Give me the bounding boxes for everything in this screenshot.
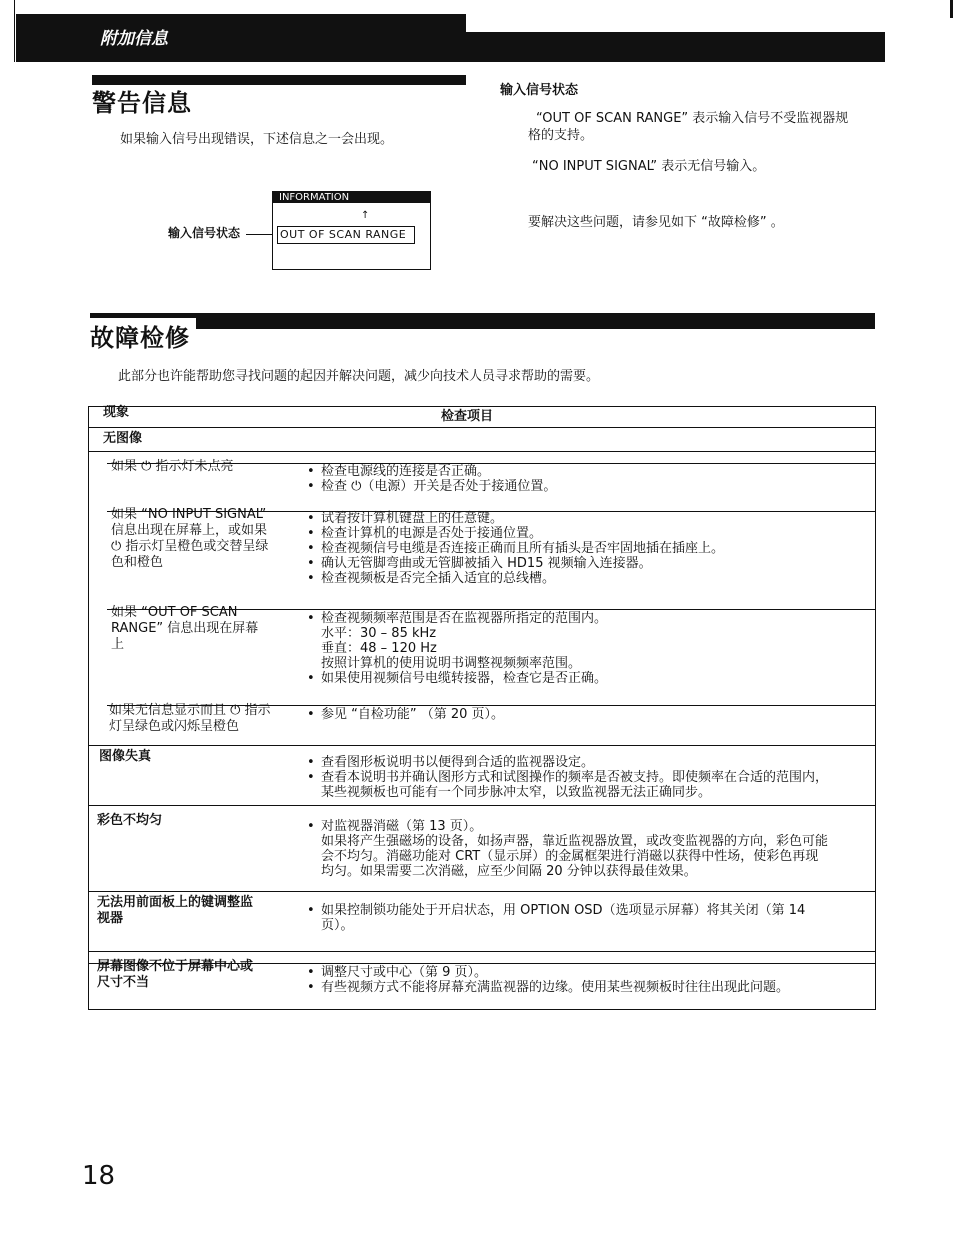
check-item: • 试着按计算机键盘上的任意键。 xyxy=(305,511,724,526)
check-item: • 检查视频信号电缆是否连接正确而且所有插头是否牢固地插在插座上。 xyxy=(305,541,724,556)
check-item: • 有些视频方式不能将屏幕充满监视器的边缘。使用某些视频板时往往出现此问题。 xyxy=(305,980,789,995)
check-item: • 检查视频板是否完全插入适宜的总线槽。 xyxy=(305,571,724,586)
check-continuation: 均匀。如果需要二次消磁，应至少间隔 20 分钟以获得最佳效果。 xyxy=(321,864,697,879)
category-no-image: 无图像 xyxy=(103,431,143,446)
symptom-line: 信息出现在屏幕上，或如果 xyxy=(111,523,268,538)
checks-power-off xyxy=(305,464,556,494)
warning-title: 警告信息 xyxy=(92,89,192,117)
troubleshooting-table xyxy=(88,406,876,1010)
check-item: • 检查 ⏻（电源）开关是否处于接通位置。 xyxy=(305,479,556,494)
check-continuation: 垂直：48 – 120 Hz xyxy=(321,641,437,656)
symptom-no-message xyxy=(109,703,271,735)
checks-no-input xyxy=(305,511,724,586)
col-symptom-header: 现象 xyxy=(103,405,130,420)
input-signal-heading: 输入信号状态 xyxy=(500,83,579,98)
row-rule xyxy=(89,951,875,952)
checks-uneven-color xyxy=(305,819,828,879)
category-line: 无法用前面板上的键调整监 xyxy=(97,895,254,910)
symptom-line: 色和橙色 xyxy=(111,555,164,570)
check-item: • 确认无管脚弯曲或无管脚被插入 HD15 视频输入连接器。 xyxy=(305,556,724,571)
callout-label: 输入信号状态 xyxy=(168,226,241,240)
no-input-text: “NO INPUT SIGNAL” 表示无信号输入。 xyxy=(532,159,766,174)
check-continuation: 会不均匀。消磁功能对 CRT（显示屏）的金属框架进行消磁以获得中性场，使彩色再现 xyxy=(321,849,819,864)
check-item: • 查看图形板说明书以便得到合适的监视器设定。 xyxy=(305,755,828,770)
checks-no-message xyxy=(305,707,504,722)
check-continuation: 如果将产生强磁场的设备，如扬声器，靠近监视器放置，或改变监视器的方向，彩色可能 xyxy=(321,834,829,849)
header-tab-cut xyxy=(466,14,885,32)
checks-not-centered xyxy=(305,965,789,995)
check-continuation: 某些视频板也可能有一个同步脉冲太窄，以致监视器无法正确同步。 xyxy=(321,785,712,800)
out-of-scan-text: “OUT OF SCAN RANGE” 表示输入信号不受监视器规 xyxy=(536,111,849,126)
symptom-line: 如果 “NO INPUT SIGNAL” xyxy=(111,507,267,522)
symptom-out-of-scan xyxy=(111,605,258,653)
check-item: • 检查计算机的电源是否处于接通位置。 xyxy=(305,526,724,541)
check-continuation: 页）。 xyxy=(321,918,354,933)
check-item: • 调整尺寸或中心（第 9 页）。 xyxy=(305,965,789,980)
checks-distortion xyxy=(305,755,828,800)
warning-intro: 如果输入信号出现错误，下述信息之一会出现。 xyxy=(120,132,394,147)
col-check-header: 检查项目 xyxy=(441,409,494,424)
information-box xyxy=(272,191,431,270)
symptom-line: RANGE” 信息出现在屏幕 xyxy=(111,621,259,636)
check-item: • 查看本说明书并确认图形方式和试图操作的频率是否被支持。即使频率在合适的范围内， xyxy=(305,770,828,785)
information-box-header: INFORMATION xyxy=(273,192,430,203)
checks-front-panel xyxy=(305,903,805,933)
table-header-rule xyxy=(89,427,875,428)
checks-out-of-scan xyxy=(305,611,607,686)
symptom-line: 灯呈绿色或闪烁呈橙色 xyxy=(109,719,240,734)
left-margin-rule xyxy=(14,0,15,62)
category-line: 屏幕图像不位于屏幕中心或 xyxy=(97,959,254,974)
check-item: • 检查视频频率范围是否在监视器所指定的范围内。 xyxy=(305,611,607,626)
check-item: • 如果控制锁功能处于开启状态，用 OPTION OSD（选项显示屏幕）将其关闭（第 14 xyxy=(305,903,805,918)
see-troubleshooting-text: 要解决这些问题，请参见如下 “故障检修” 。 xyxy=(528,215,784,230)
symptom-power-off: 如果 ⏻ 指示灯未点亮 xyxy=(111,459,234,474)
out-of-scan-text-2: 格的支持。 xyxy=(528,128,594,143)
category-not-centered xyxy=(97,959,253,991)
information-box-message: OUT OF SCAN RANGE xyxy=(277,226,415,244)
check-continuation: 水平：30 – 85 kHz xyxy=(321,626,437,641)
category-line: 尺寸不当 xyxy=(97,975,150,990)
page-number: 18 xyxy=(82,1161,116,1191)
check-continuation: 按照计算机的使用说明书调整视频频率范围。 xyxy=(321,656,582,671)
check-item: • 参见 “自检功能” （第 20 页）。 xyxy=(305,707,504,722)
row-rule xyxy=(89,891,875,892)
symptom-line: ⏻ 指示灯呈橙色或交替呈绿 xyxy=(111,539,269,554)
check-item: • 对监视器消磁（第 13 页）。 xyxy=(305,819,828,834)
symptom-line: 上 xyxy=(111,637,125,652)
category-uneven-color: 彩色不均匀 xyxy=(97,813,163,828)
category-line: 视器 xyxy=(97,911,124,926)
symptom-line: 如果无信息显示而且 ⏻ 指示 xyxy=(109,703,271,718)
arrow-up-icon: ↑ xyxy=(361,210,370,221)
trouble-intro: 此部分也许能帮助您寻找问题的起因并解决问题，减少向技术人员寻求帮助的需要。 xyxy=(118,369,600,384)
row-rule xyxy=(89,745,875,746)
trouble-title: 故障检修 xyxy=(90,318,196,353)
symptom-line: 如果 “OUT OF SCAN xyxy=(111,605,238,620)
header-title: 附加信息 xyxy=(100,29,168,49)
right-margin-mark xyxy=(950,0,953,18)
row-rule xyxy=(89,805,875,806)
category-distortion: 图像失真 xyxy=(99,749,152,764)
check-item: • 检查电源线的连接是否正确。 xyxy=(305,464,556,479)
category-front-panel xyxy=(97,895,253,927)
symptom-no-input xyxy=(111,507,268,571)
header-bar xyxy=(16,14,885,62)
check-item: • 如果使用视频信号电缆转接器，检查它是否正确。 xyxy=(305,671,607,686)
trouble-title-bar xyxy=(90,313,875,329)
row-rule xyxy=(89,451,875,452)
